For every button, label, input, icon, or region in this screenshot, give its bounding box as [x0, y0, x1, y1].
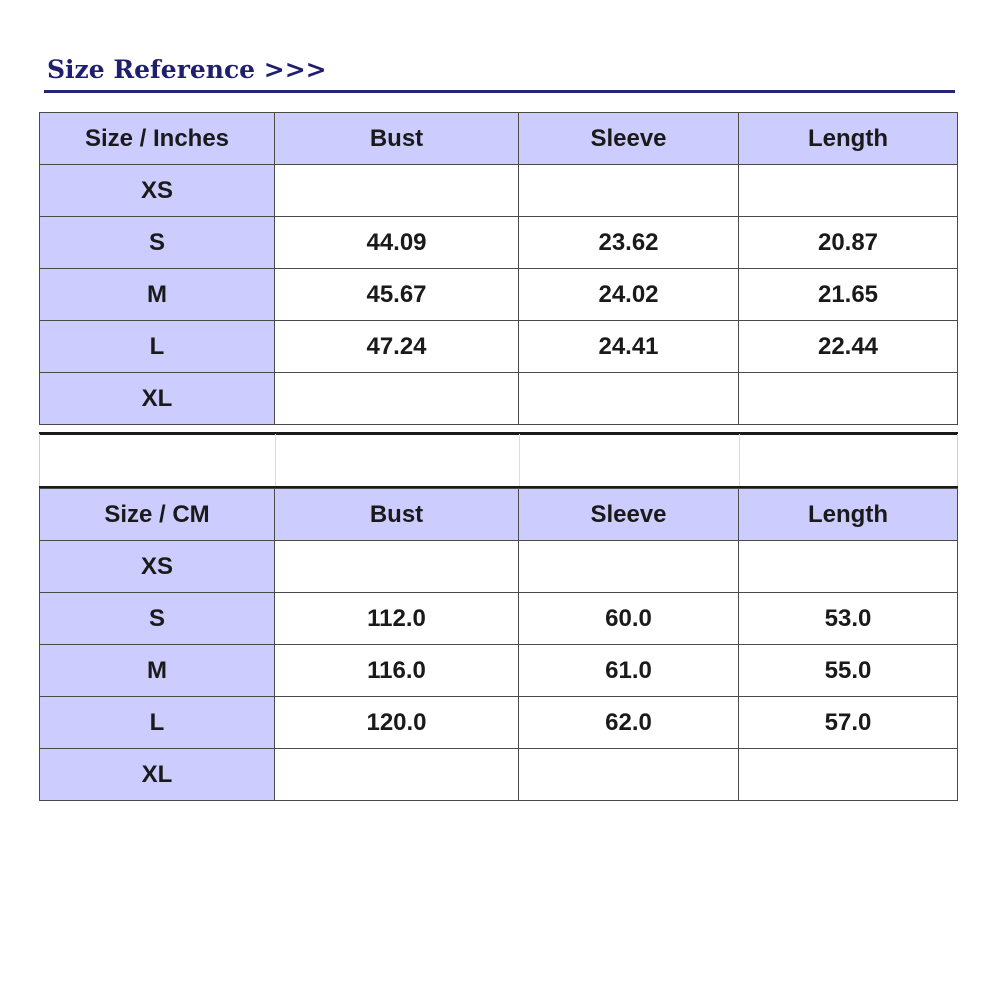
header-size-cm: Size / CM — [40, 489, 275, 541]
sleeve-value: 62.0 — [519, 697, 739, 749]
size-label: M — [40, 645, 275, 697]
table-row — [40, 373, 958, 425]
header-bust: Bust — [275, 113, 519, 165]
cm-size-table — [39, 488, 958, 801]
sleeve-value — [519, 541, 739, 593]
sleeve-value — [519, 749, 739, 801]
size-label: XS — [40, 165, 275, 217]
size-label: XL — [40, 373, 275, 425]
table-row — [40, 593, 958, 645]
spacer-row — [39, 434, 958, 486]
table-row — [40, 269, 958, 321]
spacer-gridline — [519, 434, 520, 486]
length-value — [739, 749, 958, 801]
bust-value: 45.67 — [275, 269, 519, 321]
sleeve-value — [519, 373, 739, 425]
bust-value — [275, 541, 519, 593]
length-value — [739, 373, 958, 425]
sleeve-value: 23.62 — [519, 217, 739, 269]
length-value — [739, 165, 958, 217]
header-size-inches: Size / Inches — [40, 113, 275, 165]
sleeve-value: 60.0 — [519, 593, 739, 645]
sleeve-value — [519, 165, 739, 217]
header-bust: Bust — [275, 489, 519, 541]
table-row — [40, 321, 958, 373]
table-row — [40, 697, 958, 749]
table-row — [40, 217, 958, 269]
bust-value: 47.24 — [275, 321, 519, 373]
page-title: Size Reference >>> — [47, 55, 327, 84]
bust-value — [275, 373, 519, 425]
length-value — [739, 541, 958, 593]
sleeve-value: 24.02 — [519, 269, 739, 321]
spacer-gridline — [275, 434, 276, 486]
length-value: 22.44 — [739, 321, 958, 373]
bust-value: 44.09 — [275, 217, 519, 269]
size-label: XL — [40, 749, 275, 801]
bust-value — [275, 749, 519, 801]
size-label: XS — [40, 541, 275, 593]
bust-value: 120.0 — [275, 697, 519, 749]
sleeve-value: 61.0 — [519, 645, 739, 697]
size-label: S — [40, 593, 275, 645]
table-row — [40, 645, 958, 697]
header-length: Length — [739, 489, 958, 541]
size-label: M — [40, 269, 275, 321]
table-header-row — [40, 489, 958, 541]
length-value: 21.65 — [739, 269, 958, 321]
size-label: L — [40, 321, 275, 373]
length-value: 57.0 — [739, 697, 958, 749]
bust-value — [275, 165, 519, 217]
length-value: 55.0 — [739, 645, 958, 697]
table-header-row — [40, 113, 958, 165]
bust-value: 116.0 — [275, 645, 519, 697]
header-sleeve: Sleeve — [519, 489, 739, 541]
bust-value: 112.0 — [275, 593, 519, 645]
inches-size-table — [39, 112, 958, 425]
table-row — [40, 165, 958, 217]
length-value: 20.87 — [739, 217, 958, 269]
length-value: 53.0 — [739, 593, 958, 645]
header-sleeve: Sleeve — [519, 113, 739, 165]
spacer-gridline — [739, 434, 740, 486]
title-underline — [44, 90, 955, 93]
table-row — [40, 749, 958, 801]
size-label: L — [40, 697, 275, 749]
table-row — [40, 541, 958, 593]
size-label: S — [40, 217, 275, 269]
sleeve-value: 24.41 — [519, 321, 739, 373]
header-length: Length — [739, 113, 958, 165]
